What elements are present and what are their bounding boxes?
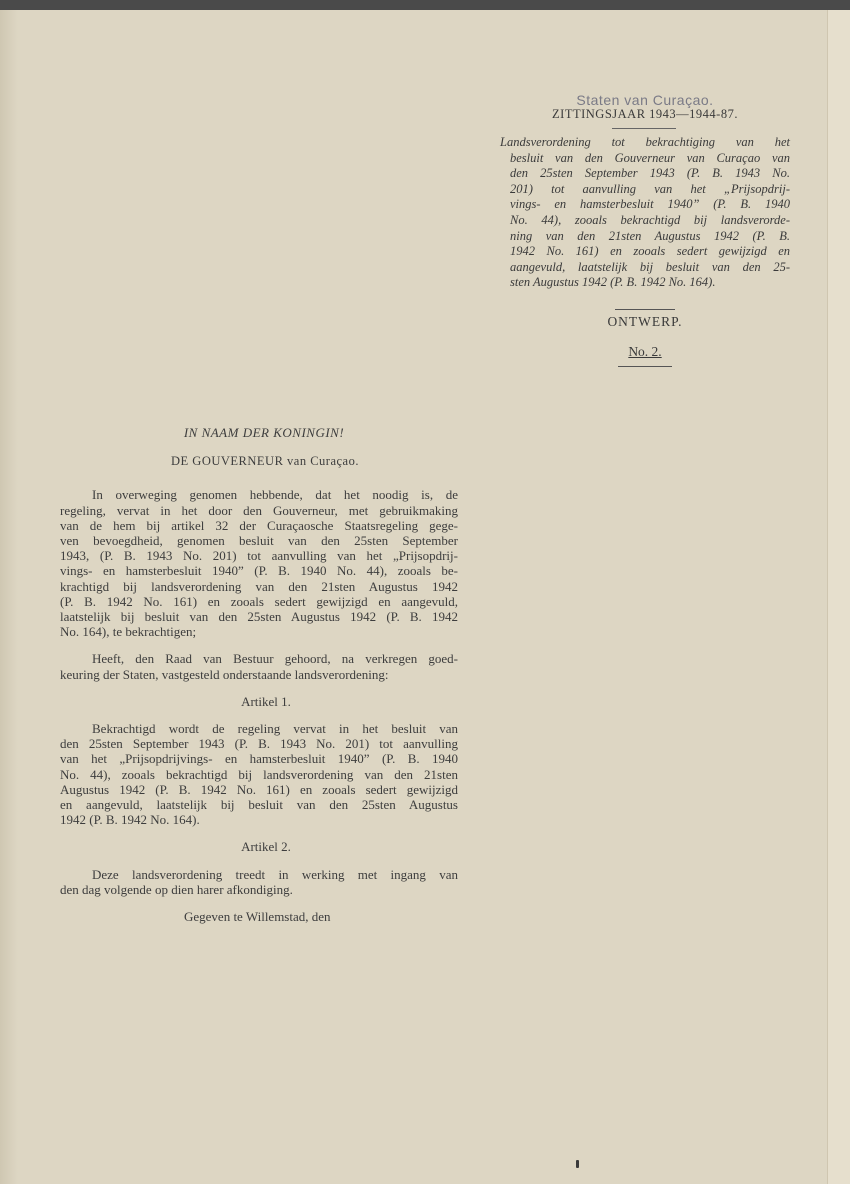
draft-number: [500, 344, 790, 367]
draft-divider: [615, 309, 675, 310]
preamble-line: In overweging genomen hebbende, dat het noodig is, de: [92, 487, 458, 503]
article-1-paragraph: [60, 721, 458, 827]
title-line: 201) tot aanvulling van het „Prijsopdrij-: [510, 181, 790, 196]
title-line: vings- en hamsterbesluit 1940” (P. B. 1940: [510, 197, 790, 212]
spacer: [60, 682, 458, 694]
spacer: [60, 855, 458, 867]
spacer: [60, 827, 458, 839]
preamble-line: krachtigd bij landsverordening van den 21sten Augustus 1942: [60, 578, 458, 594]
title-line: No. 44), zooals bekrachtigd bij landsverorde-: [510, 212, 790, 227]
article-1-line: Bekrachtigd wordt de regeling vervat in het besluit van: [92, 721, 458, 737]
spacer: [60, 709, 458, 721]
preamble-line: 1943, (P. B. 1943 No. 201) tot aanvulling van het „Prijsopdrij-: [60, 548, 458, 564]
preamble-line: regeling, vervat in het door den Gouverneur, met gebruikmaking: [60, 502, 458, 518]
article-1-line: van het „Prijsopdrijvings- en hamsterbesluit 1940” (P. B. 1940: [60, 751, 458, 767]
closing-line: Gegeven te Willemstad, den: [184, 909, 331, 925]
article-1-line: Augustus 1942 (P. B. 1942 No. 161) en zooals sedert gewijzigd: [60, 781, 458, 797]
number-underline: [618, 366, 672, 367]
ink-mark: [576, 1160, 579, 1168]
article-2-paragraph: [60, 867, 458, 897]
article-1-heading: Artikel 1.: [241, 693, 291, 709]
article-1-line: en aangevuld, laatstelijk bij besluit van den 25sten Augustus: [60, 797, 458, 813]
title-line: den 25sten September 1943 (P. B. 1943 No.: [510, 166, 790, 181]
scan-top-edge: [0, 0, 850, 10]
draft-number-text: No. 2.: [628, 343, 662, 359]
header-divider: [612, 128, 676, 129]
draft-label-text: ONTWERP.: [607, 313, 683, 329]
title-line: 1942 No. 161) en zooals sedert gewijzigd en: [510, 244, 790, 259]
preamble-line: No. 164), te bekrachtigen;: [60, 624, 197, 640]
title-line: sten Augustus 1942 (P. B. 1942 No. 164).: [510, 275, 716, 290]
article-2-line: Deze landsverordening treedt in werking met ingang van: [92, 866, 458, 882]
document-body: [60, 425, 458, 924]
document-header: [500, 92, 790, 367]
article-1-line: den 25sten September 1943 (P. B. 1943 No. 201) tot aanvulling: [60, 736, 458, 752]
preamble-paragraph: [60, 487, 458, 639]
article-1-line: No. 44), zooals bekrachtigd bij landsverordening van den 21sten: [60, 766, 458, 782]
governor-heading: DE GOUVERNEUR van Curaçao.: [171, 454, 359, 469]
enactment-line: Heeft, den Raad van Bestuur gehoord, na verkregen goed-: [92, 651, 458, 667]
page-left-shade: [0, 10, 18, 1184]
article-2-heading: Artikel 2.: [241, 839, 291, 855]
title-line: aangevuld, laatstelijk bij besluit van den 25-: [510, 259, 790, 274]
preamble-line: ven bevoegdheid, genomen besluit van den 25sten September: [60, 533, 458, 549]
title-line: Landsverordening tot bekrachtiging van het: [500, 135, 790, 149]
title-line: ning van den 21sten Augustus 1942 (P. B.: [510, 228, 790, 243]
preamble-line: (P. B. 1942 No. 161) en zooals sedert gewijzigd en aangevuld,: [60, 593, 458, 609]
article-1-line: 1942 (P. B. 1942 No. 164).: [60, 812, 200, 828]
page-right-strip: [827, 10, 850, 1184]
session-year: ZITTINGSJAAR 1943—1944-87.: [552, 107, 738, 121]
spacer: [60, 897, 458, 909]
preamble-line: van de hem bij artikel 32 der Curaçaosche Staatsregeling gege-: [60, 517, 458, 533]
enactment-line: keuring der Staten, vastgesteld onderstaande landsverordening:: [60, 666, 389, 682]
draft-label: [500, 309, 790, 330]
preamble-line: laatstelijk bij besluit van den 25sten Augustus 1942 (P. B. 1942: [60, 609, 458, 625]
institution-stamp: Staten van Curaçao.: [576, 92, 714, 108]
enactment-paragraph: [60, 651, 458, 681]
ordinance-title: [500, 135, 790, 291]
royal-heading: IN NAAM DER KONINGIN!: [183, 425, 345, 440]
title-line: besluit van den Gouverneur van Curaçao van: [510, 150, 790, 165]
article-2-line: den dag volgende op dien harer afkondiging.: [60, 881, 293, 897]
preamble-line: vings- en hamsterbesluit 1940” (P. B. 1940 No. 44), zooals be-: [60, 563, 458, 579]
spacer: [60, 639, 458, 651]
